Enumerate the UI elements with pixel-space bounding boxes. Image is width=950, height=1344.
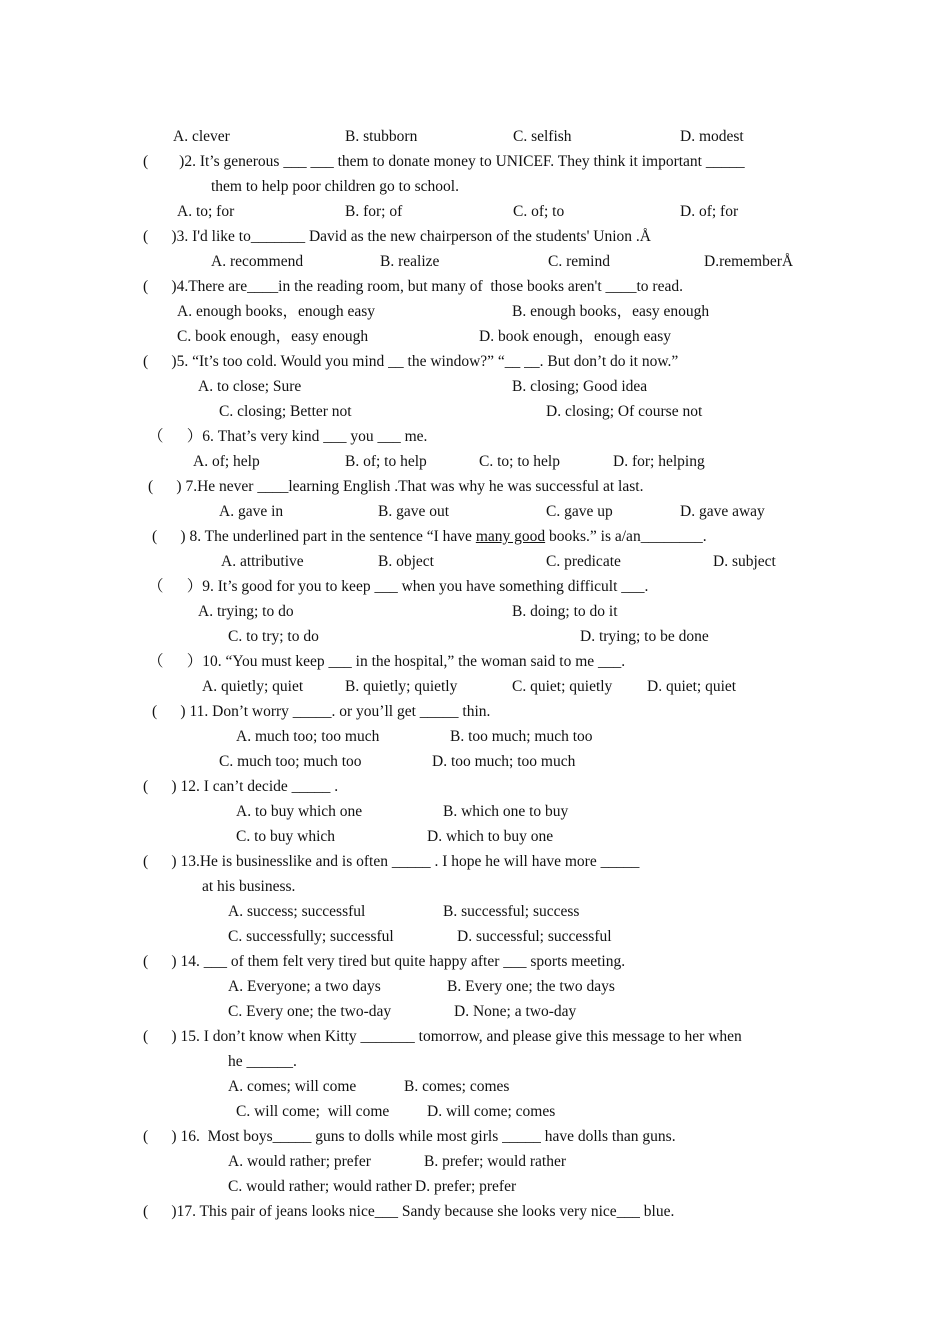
text-line bbox=[228, 1177, 412, 1197]
text-line bbox=[148, 427, 427, 447]
text-line bbox=[219, 502, 283, 522]
text-line bbox=[479, 452, 560, 472]
line-text: A. of; help bbox=[193, 453, 260, 470]
text-line bbox=[580, 627, 709, 647]
line-text: D. subject bbox=[713, 553, 776, 570]
text-line bbox=[427, 827, 553, 847]
line-text: D. for; helping bbox=[613, 453, 705, 470]
line-text: B. prefer; would rather bbox=[424, 1153, 567, 1170]
line-text: D. closing; Of course not bbox=[546, 403, 703, 420]
text-line bbox=[457, 927, 612, 947]
text-line bbox=[427, 1102, 555, 1122]
line-text: A. trying; to do bbox=[198, 603, 294, 620]
text-line bbox=[345, 127, 417, 147]
text-line bbox=[546, 502, 613, 522]
line-text: A. enough books，enough easy bbox=[177, 303, 376, 320]
text-line bbox=[546, 402, 702, 422]
text-line bbox=[424, 1152, 566, 1172]
text-line bbox=[211, 177, 459, 197]
text-line bbox=[512, 377, 647, 397]
line-text: A. success; successful bbox=[228, 903, 366, 920]
text-line bbox=[143, 1127, 676, 1147]
text-line bbox=[680, 202, 738, 222]
text-line bbox=[219, 402, 352, 422]
line-text: C. of; to bbox=[513, 203, 565, 220]
text-line bbox=[546, 552, 621, 572]
text-line bbox=[148, 652, 625, 672]
text-line bbox=[143, 277, 683, 297]
text-line bbox=[143, 152, 745, 172]
text-line bbox=[193, 452, 260, 472]
text-line bbox=[228, 977, 381, 997]
text-line bbox=[454, 1002, 576, 1022]
line-text: B. closing; Good idea bbox=[512, 378, 648, 395]
text-line bbox=[143, 852, 639, 872]
line-text: D. which to buy one bbox=[427, 828, 554, 845]
line-text: C. quiet; quietly bbox=[512, 678, 613, 695]
text-line bbox=[450, 727, 593, 747]
line-text: ( )5. “It’s too cold. Would you mind __ the window?” “__ __. But don’t do it now.” bbox=[143, 353, 679, 370]
line-text: ( ) 16. Most boys_____ guns to dolls while most girls _____ have dolls than guns. bbox=[143, 1128, 676, 1145]
text-line bbox=[143, 352, 678, 372]
text-line bbox=[211, 252, 303, 272]
line-text: C. predicate bbox=[546, 553, 621, 570]
line-text: ( ) 7.He never ____learning English .That was why he was successful at last. bbox=[148, 478, 644, 495]
line-text: D. quiet; quiet bbox=[647, 678, 737, 695]
text-line bbox=[404, 1077, 509, 1097]
text-line bbox=[548, 252, 610, 272]
line-text: D. modest bbox=[680, 128, 744, 145]
text-line bbox=[380, 252, 439, 272]
line-text: D. successful; successful bbox=[457, 928, 612, 945]
text-line bbox=[443, 802, 568, 822]
text-line bbox=[378, 502, 449, 522]
text-line bbox=[221, 552, 304, 572]
text-line bbox=[228, 1152, 371, 1172]
line-text: B. realize bbox=[380, 253, 440, 270]
line-text: C. to buy which bbox=[236, 828, 336, 845]
text-line bbox=[152, 527, 707, 547]
line-text: C. would rather; would rather bbox=[228, 1178, 412, 1195]
line-text: B. for; of bbox=[345, 203, 403, 220]
text-line bbox=[713, 552, 776, 572]
line-text: A. comes; will come bbox=[228, 1078, 357, 1095]
line-text: C. book enough，easy enough bbox=[177, 328, 369, 345]
text-line bbox=[228, 1052, 297, 1072]
text-line bbox=[345, 452, 427, 472]
line-text: C. to try; to do bbox=[228, 628, 319, 645]
text-line bbox=[177, 302, 375, 322]
line-text: C. Every one; the two-day bbox=[228, 1003, 392, 1020]
text-line bbox=[143, 227, 651, 247]
line-text: ( ) 14. ___ of them felt very tired but quite happy after ___ sports meeting. bbox=[143, 953, 626, 970]
text-line bbox=[228, 927, 394, 947]
line-text: （ ）10. “You must keep ___ in the hospital,” the woman said to me ___. bbox=[148, 653, 626, 670]
line-text: ( ) 15. I don’t know when Kitty _______ tomorrow, and please give this message to her when bbox=[143, 1028, 742, 1045]
text-line bbox=[228, 902, 365, 922]
text-line bbox=[228, 1077, 356, 1097]
text-line bbox=[228, 627, 319, 647]
text-line bbox=[143, 1027, 742, 1047]
text-line bbox=[443, 902, 579, 922]
text-line bbox=[173, 127, 230, 147]
line-text: ( ) 13.He is businesslike and is often _____ . I hope he will have more _____ bbox=[143, 853, 640, 870]
text-line bbox=[143, 777, 338, 797]
line-text: B. gave out bbox=[378, 503, 450, 520]
line-text: B. too much; much too bbox=[450, 728, 593, 745]
line-text: A. would rather; prefer bbox=[228, 1153, 371, 1170]
line-text: A. to close; Sure bbox=[198, 378, 302, 395]
line-text: C. gave up bbox=[546, 503, 613, 520]
line-text: B. of; to help bbox=[345, 453, 427, 470]
line-text: D. gave away bbox=[680, 503, 765, 520]
line-text: A. to buy which one bbox=[236, 803, 363, 820]
text-line bbox=[613, 452, 705, 472]
line-text: ( )4.There are____in the reading room, but many of those books aren't ____to read. bbox=[143, 278, 683, 295]
text-line bbox=[513, 127, 572, 147]
line-text: C. successfully; successful bbox=[228, 928, 394, 945]
line-text: ( )3. I'd like to_______ David as the new chairperson of the students' Union .Å bbox=[143, 228, 651, 245]
line-text: A. to; for bbox=[177, 203, 235, 220]
text-line bbox=[202, 677, 303, 697]
line-text: books.” is a/an________. bbox=[545, 528, 707, 545]
line-text: B. Every one; the two days bbox=[447, 978, 615, 995]
text-line bbox=[680, 502, 765, 522]
text-line bbox=[345, 677, 457, 697]
line-text: C. remind bbox=[548, 253, 610, 270]
text-line bbox=[345, 202, 402, 222]
line-text: C. selfish bbox=[513, 128, 572, 145]
line-text: he ______. bbox=[228, 1053, 297, 1070]
underlined-phrase: many good bbox=[475, 528, 546, 545]
text-line bbox=[152, 702, 490, 722]
line-text: B. doing; to do it bbox=[512, 603, 618, 620]
text-line bbox=[512, 602, 618, 622]
line-text: （ ）9. It’s good for you to keep ___ when you have something difficult ___. bbox=[148, 578, 649, 595]
line-text: at his business. bbox=[202, 878, 296, 895]
text-line bbox=[704, 252, 793, 272]
text-line bbox=[512, 677, 612, 697]
text-line bbox=[680, 127, 744, 147]
text-line bbox=[148, 577, 648, 597]
line-text: ( )17. This pair of jeans looks nice___ Sandy because she looks very nice___ blue. bbox=[143, 1203, 675, 1220]
line-text: C. to; to help bbox=[479, 453, 560, 470]
line-text: D. trying; to be done bbox=[580, 628, 709, 645]
text-line bbox=[236, 1102, 389, 1122]
line-text: A. recommend bbox=[211, 253, 304, 270]
line-text: B. which one to buy bbox=[443, 803, 569, 820]
line-text: B. comes; comes bbox=[404, 1078, 510, 1095]
line-text: ( ) 11. Don’t worry _____. or you’ll get _____ thin. bbox=[152, 703, 491, 720]
text-line bbox=[432, 752, 575, 772]
line-text: （ ）6. That’s very kind ___ you ___ me. bbox=[148, 428, 428, 445]
line-text: ( )2. It’s generous ___ ___ them to donate money to UNICEF. They think it important _____ bbox=[143, 153, 745, 170]
line-text: D. book enough，enough easy bbox=[479, 328, 671, 345]
text-line bbox=[198, 602, 294, 622]
line-text: C. closing; Better not bbox=[219, 403, 352, 420]
text-line bbox=[143, 1202, 674, 1222]
line-text: C. will come; will come bbox=[236, 1103, 390, 1120]
text-line bbox=[479, 327, 671, 347]
text-line bbox=[228, 1002, 391, 1022]
line-text: B. stubborn bbox=[345, 128, 418, 145]
text-line bbox=[202, 877, 295, 897]
line-text: A. much too; too much bbox=[236, 728, 380, 745]
text-line bbox=[177, 202, 234, 222]
line-text: D. too much; too much bbox=[432, 753, 576, 770]
text-line bbox=[512, 302, 709, 322]
line-text: B. quietly; quietly bbox=[345, 678, 458, 695]
line-text: A. attributive bbox=[221, 553, 304, 570]
text-line bbox=[148, 477, 643, 497]
line-text: A. Everyone; a two days bbox=[228, 978, 381, 995]
text-line bbox=[415, 1177, 516, 1197]
line-text: ( ) 12. I can’t decide _____ . bbox=[143, 778, 339, 795]
text-line bbox=[236, 802, 362, 822]
text-line bbox=[143, 952, 625, 972]
line-text: D. of; for bbox=[680, 203, 739, 220]
line-text: A. clever bbox=[173, 128, 230, 145]
text-line bbox=[513, 202, 564, 222]
line-text: C. much too; much too bbox=[219, 753, 362, 770]
text-line bbox=[198, 377, 301, 397]
line-text: A. gave in bbox=[219, 503, 284, 520]
line-text: B. enough books，easy enough bbox=[512, 303, 710, 320]
line-text: D.rememberÅ bbox=[704, 253, 794, 270]
text-line bbox=[236, 827, 335, 847]
text-line bbox=[378, 552, 434, 572]
line-text: ( ) 8. The underlined part in the sentence “I have bbox=[152, 528, 476, 545]
line-text: A. quietly; quiet bbox=[202, 678, 304, 695]
line-text: D. will come; comes bbox=[427, 1103, 556, 1120]
line-text: D. prefer; prefer bbox=[415, 1178, 517, 1195]
text-line bbox=[236, 727, 379, 747]
text-line bbox=[647, 677, 736, 697]
text-line bbox=[219, 752, 362, 772]
line-text: them to help poor children go to school. bbox=[211, 178, 459, 195]
line-text: B. object bbox=[378, 553, 434, 570]
text-line bbox=[447, 977, 615, 997]
text-line bbox=[177, 327, 368, 347]
line-text: B. successful; success bbox=[443, 903, 580, 920]
line-text: D. None; a two-day bbox=[454, 1003, 577, 1020]
